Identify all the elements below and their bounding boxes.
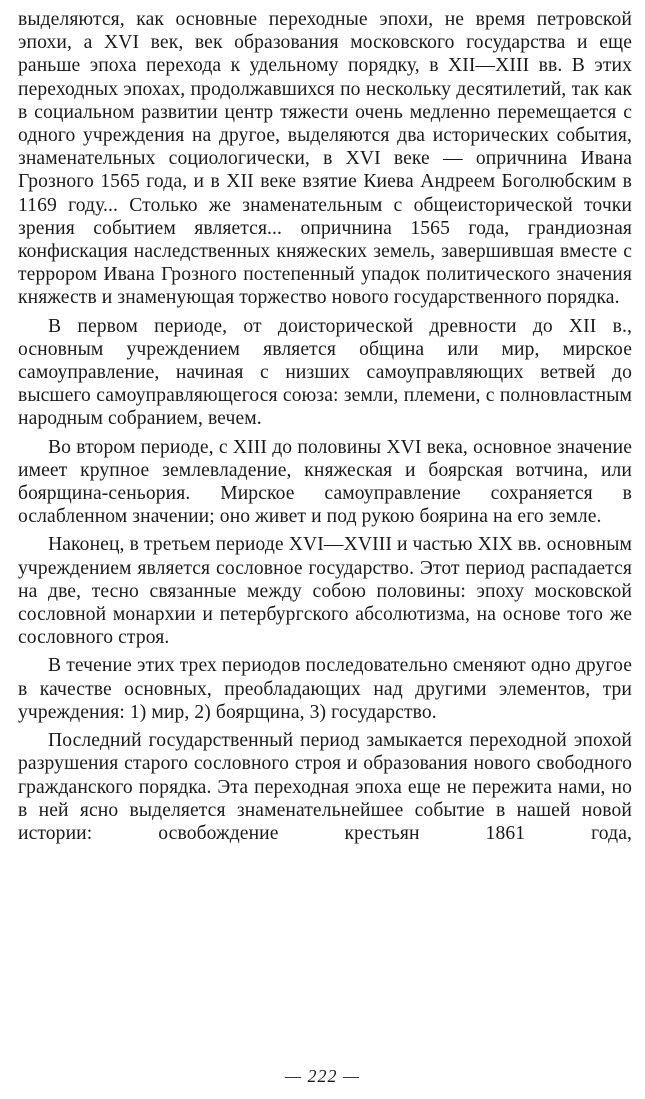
- paragraph-5: В течение этих трех периодов последовательно сменяют одно другое в качестве основных, преобладающих над другими элементов, три учреждения: 1) мир, 2) боярщина, 3) государство.: [18, 655, 632, 723]
- page-number: — 222 —: [284, 1066, 360, 1086]
- paragraph-3: Во втором периоде, с XIII до половины XVI века, основное значение имеет крупное землевладение, княжеская и боярская вотчина, или боярщина-сеньория. Мирское самоуправление сохраняется в ослабленном значении; оно живет и под рукою боярина на его земле.: [18, 436, 632, 528]
- paragraph-4: Наконец, в третьем периоде XVI—XVIII и частью XIX вв. основным учреждением является сословное государство. Этот период распадается на две, тесно связанные между собою половины: эпоху московской сословной монархии и петербургского абсолютизма, на основе того же сословного строя.: [18, 534, 632, 649]
- paragraph-2: В первом периоде, от доисторической древности до XII в., основным учреждением является община или мир, мирское самоуправление, начиная с низших самоуправляющих ветвей до высшего самоуправляющегося союза: земли, племени, с полновластным народным собранием, вечем.: [18, 315, 632, 430]
- paragraph-1: выделяются, как основные переходные эпохи, не время петровской эпохи, а XVI век, век образования московского государства и еще раньше эпоха перехода к удельному порядку, в XII—XIII вв. В этих переходных эпохах, продолжавшихся по нескольку десятилетий, так как в социальном развитии центр тяжести очень медленно перемещается с одного учреждения на другое, выделяются два исторических события, знаменательных социологически, в XVI веке — опричнина Ивана Грозного 1565 года, и в XII веке взятие Киева Андреем Боголюбским в 1169 году... Столько же знаменательным с общеисторической точки зрения событием является... опричнина 1565 года, грандиозная конфискация наследственных княжеских земель, завершившая вместе с террором Ивана Грозного постепенный упадок политического значения княжеств и знаменующая торжество нового государственного порядка.: [18, 9, 632, 309]
- paragraph-6: Последний государственный период замыкается переходной эпохой разрушения старого сословного строя и образования нового свободного гражданского порядка. Эта переходная эпоха еще не пережита нами, но в ней ясно выделяется знаменательнейшее событие в нашей новой истории: освобождение крестьян 1861 года,: [18, 730, 632, 844]
- document-page: [18, 8, 632, 845]
